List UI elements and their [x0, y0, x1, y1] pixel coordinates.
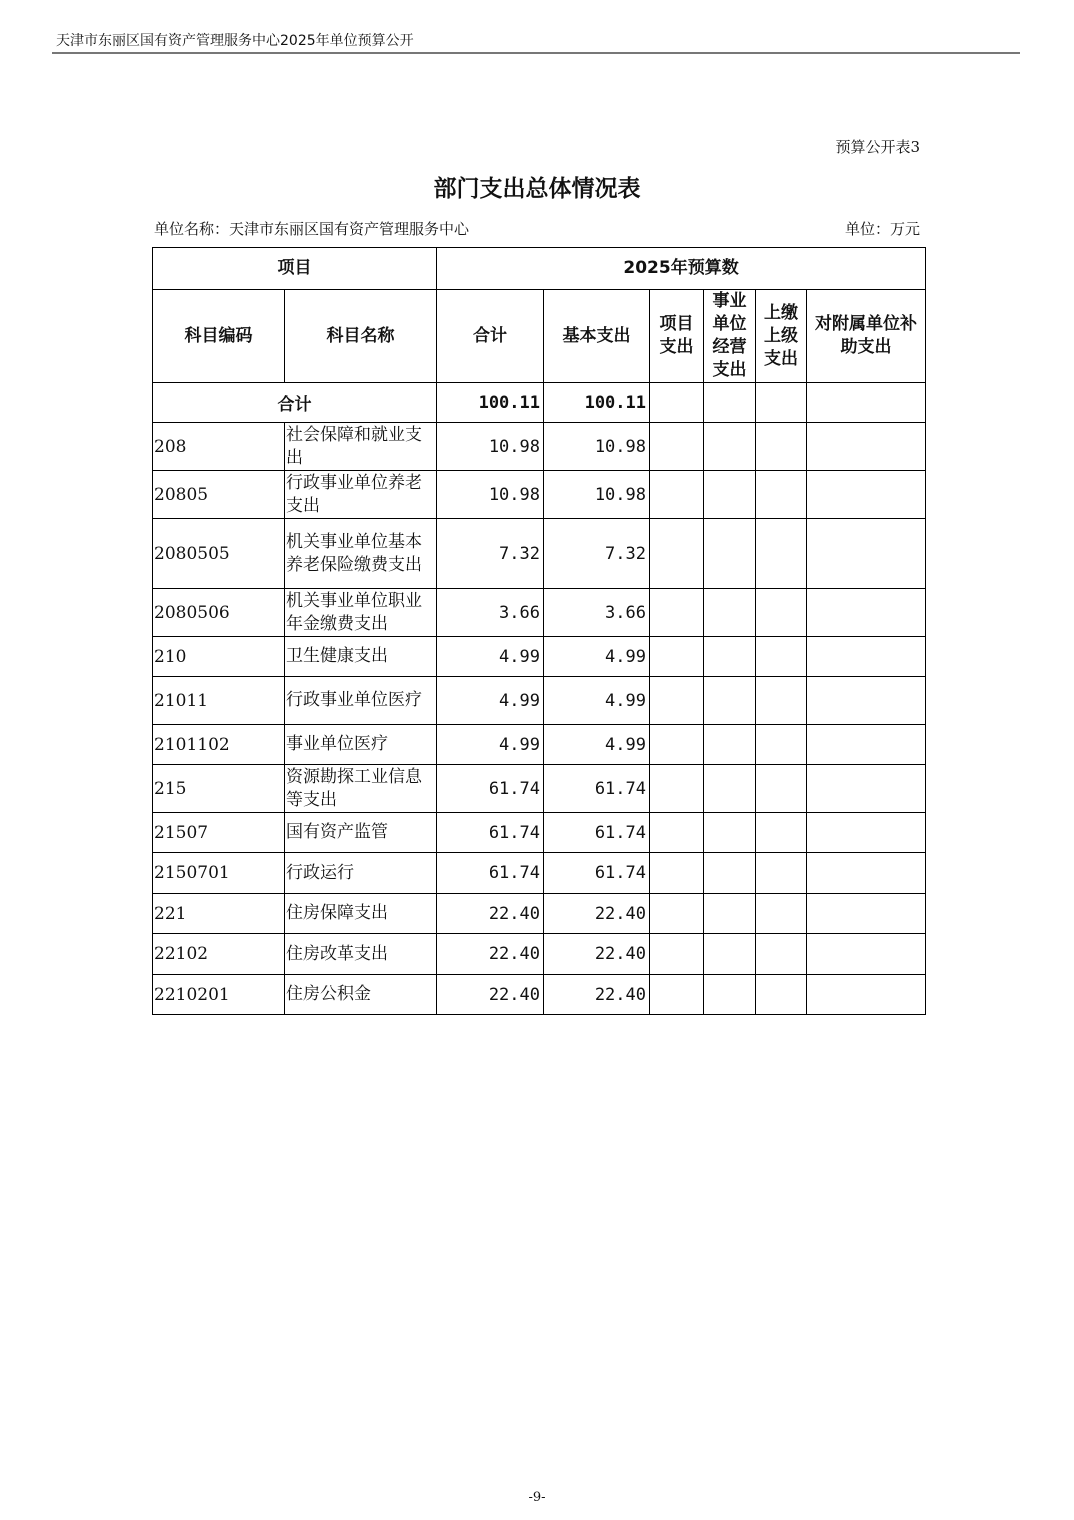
row-superior	[756, 894, 807, 934]
row-total: 61.74	[437, 853, 544, 894]
row-superior	[756, 637, 807, 677]
total-row	[153, 383, 926, 423]
row-name: 行政事业单位医疗	[285, 677, 437, 725]
row-subsidy	[807, 725, 926, 765]
row-total: 3.66	[437, 589, 544, 637]
table-row	[153, 637, 926, 677]
row-business	[704, 765, 756, 813]
table-row	[153, 589, 926, 637]
row-name: 行政事业单位养老支出	[285, 471, 437, 519]
row-subsidy	[807, 934, 926, 975]
row-basic: 22.40	[544, 894, 650, 934]
row-basic: 61.74	[544, 765, 650, 813]
row-project	[650, 975, 704, 1015]
row-subsidy	[807, 423, 926, 471]
header-project: 项目支出	[650, 290, 704, 383]
row-total: 4.99	[437, 677, 544, 725]
row-code: 2080505	[153, 519, 285, 589]
row-business	[704, 519, 756, 589]
table-row	[153, 725, 926, 765]
total-basic: 100.11	[544, 383, 650, 423]
row-total: 61.74	[437, 813, 544, 853]
row-basic: 61.74	[544, 853, 650, 894]
header-rule	[52, 52, 1020, 54]
row-project	[650, 423, 704, 471]
row-code: 2101102	[153, 725, 285, 765]
row-project	[650, 813, 704, 853]
row-basic: 10.98	[544, 471, 650, 519]
row-project	[650, 725, 704, 765]
row-basic: 4.99	[544, 725, 650, 765]
table-row	[153, 853, 926, 894]
table-row	[153, 519, 926, 589]
row-project	[650, 677, 704, 725]
row-project	[650, 894, 704, 934]
row-basic: 61.74	[544, 813, 650, 853]
running-header: 天津市东丽区国有资产管理服务中心2025年单位预算公开	[56, 33, 414, 49]
row-superior	[756, 471, 807, 519]
table-row	[153, 894, 926, 934]
row-total: 4.99	[437, 725, 544, 765]
row-business	[704, 853, 756, 894]
row-superior	[756, 725, 807, 765]
table-number: 预算公开表3	[835, 138, 920, 156]
unit-name: 单位名称：天津市东丽区国有资产管理服务中心	[154, 220, 470, 238]
header-superior: 上缴上级支出	[756, 290, 807, 383]
row-business	[704, 934, 756, 975]
row-business	[704, 423, 756, 471]
row-total: 4.99	[437, 637, 544, 677]
row-subsidy	[807, 975, 926, 1015]
header-name: 科目名称	[285, 290, 437, 383]
row-superior	[756, 765, 807, 813]
row-project	[650, 589, 704, 637]
row-business	[704, 975, 756, 1015]
table-row	[153, 471, 926, 519]
total-label: 合计	[153, 383, 437, 423]
row-basic: 7.32	[544, 519, 650, 589]
row-superior	[756, 853, 807, 894]
row-project	[650, 471, 704, 519]
header-subsidy: 对附属单位补助支出	[807, 290, 926, 383]
header-business: 事业单位经营支出	[704, 290, 756, 383]
row-basic: 10.98	[544, 423, 650, 471]
row-code: 21011	[153, 677, 285, 725]
header-code: 科目编码	[153, 290, 285, 383]
row-basic: 4.99	[544, 677, 650, 725]
row-code: 22102	[153, 934, 285, 975]
row-total: 7.32	[437, 519, 544, 589]
row-name: 住房公积金	[285, 975, 437, 1015]
row-project	[650, 853, 704, 894]
page-title: 部门支出总体情况表	[433, 176, 641, 202]
row-subsidy	[807, 677, 926, 725]
header-basic: 基本支出	[544, 290, 650, 383]
row-name: 住房改革支出	[285, 934, 437, 975]
row-name: 事业单位医疗	[285, 725, 437, 765]
row-subsidy	[807, 853, 926, 894]
row-superior	[756, 589, 807, 637]
row-superior	[756, 677, 807, 725]
row-name: 机关事业单位基本养老保险缴费支出	[285, 519, 437, 589]
row-business	[704, 471, 756, 519]
row-business	[704, 725, 756, 765]
table-row	[153, 934, 926, 975]
row-superior	[756, 934, 807, 975]
row-total: 22.40	[437, 934, 544, 975]
table-row	[153, 677, 926, 725]
row-code: 221	[153, 894, 285, 934]
budget-table	[152, 247, 926, 1015]
row-code: 208	[153, 423, 285, 471]
row-project	[650, 519, 704, 589]
table-row	[153, 765, 926, 813]
header-total: 合计	[437, 290, 544, 383]
row-basic: 4.99	[544, 637, 650, 677]
row-code: 2210201	[153, 975, 285, 1015]
table-row	[153, 423, 926, 471]
row-business	[704, 813, 756, 853]
row-basic: 22.40	[544, 975, 650, 1015]
row-project	[650, 637, 704, 677]
row-code: 2080506	[153, 589, 285, 637]
header-budget-group: 2025年预算数	[437, 248, 926, 290]
row-subsidy	[807, 471, 926, 519]
row-business	[704, 894, 756, 934]
row-total: 10.98	[437, 471, 544, 519]
row-name: 国有资产监管	[285, 813, 437, 853]
row-basic: 22.40	[544, 934, 650, 975]
row-business	[704, 677, 756, 725]
row-superior	[756, 813, 807, 853]
row-superior	[756, 519, 807, 589]
row-total: 22.40	[437, 894, 544, 934]
row-subsidy	[807, 765, 926, 813]
row-total: 10.98	[437, 423, 544, 471]
row-project	[650, 765, 704, 813]
row-code: 215	[153, 765, 285, 813]
row-total: 22.40	[437, 975, 544, 1015]
row-code: 21507	[153, 813, 285, 853]
unit-label: 单位：万元	[844, 220, 920, 238]
row-basic: 3.66	[544, 589, 650, 637]
row-subsidy	[807, 637, 926, 677]
row-subsidy	[807, 589, 926, 637]
row-superior	[756, 975, 807, 1015]
row-total: 61.74	[437, 765, 544, 813]
row-name: 机关事业单位职业年金缴费支出	[285, 589, 437, 637]
row-subsidy	[807, 813, 926, 853]
row-superior	[756, 423, 807, 471]
row-business	[704, 637, 756, 677]
row-project	[650, 934, 704, 975]
row-name: 住房保障支出	[285, 894, 437, 934]
row-business	[704, 589, 756, 637]
row-code: 2150701	[153, 853, 285, 894]
row-code: 210	[153, 637, 285, 677]
page-number: -9-	[528, 1490, 546, 1505]
header-item-group: 项目	[153, 248, 437, 290]
row-subsidy	[807, 519, 926, 589]
total-total: 100.11	[437, 383, 544, 423]
table-row	[153, 975, 926, 1015]
row-name: 资源勘探工业信息等支出	[285, 765, 437, 813]
row-code: 20805	[153, 471, 285, 519]
row-name: 卫生健康支出	[285, 637, 437, 677]
table-row	[153, 813, 926, 853]
row-subsidy	[807, 894, 926, 934]
row-name: 行政运行	[285, 853, 437, 894]
row-name: 社会保障和就业支出	[285, 423, 437, 471]
